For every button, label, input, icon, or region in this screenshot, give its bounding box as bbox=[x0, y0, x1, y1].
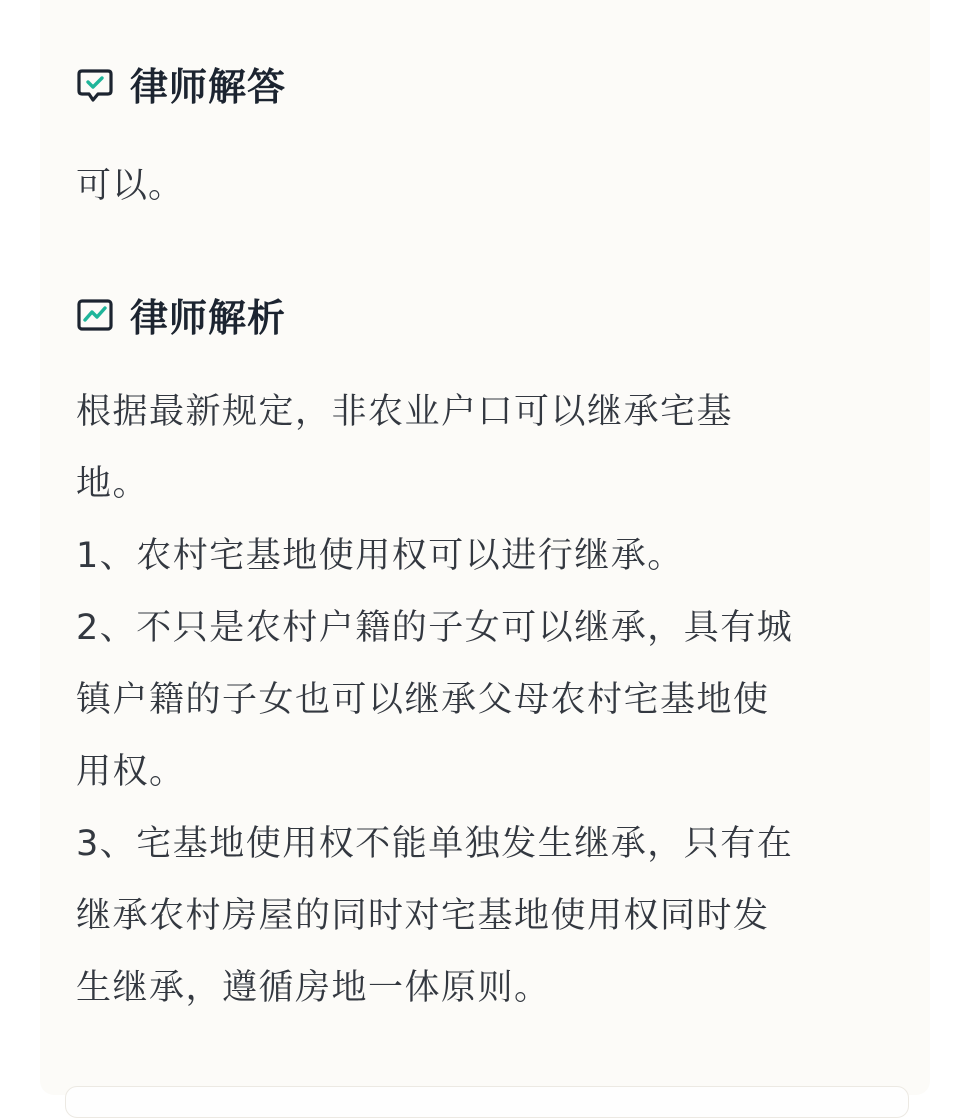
analysis-paragraph: 1、农村宅基地使用权可以进行继承。 bbox=[76, 536, 684, 576]
trend-chart-icon bbox=[76, 296, 114, 334]
answer-text: 可以。 bbox=[76, 166, 185, 206]
analysis-paragraph: 根据最新规定，非农业户口可以继承宅基 地。 bbox=[76, 392, 734, 504]
analysis-paragraph: 2、不只是农村户籍的子女可以继承，具有城 镇户籍的子女也可以继承父母农村宅基地使 用权。 bbox=[76, 608, 794, 792]
answer-section-title: 律师解答 bbox=[130, 65, 287, 109]
analysis-body bbox=[76, 376, 896, 1024]
lawyer-answer-card bbox=[40, 0, 930, 1095]
analysis-paragraph: 3、宅基地使用权不能单独发生继承，只有在 继承农村房屋的同时对宅基地使用权同时发 生继承，遵循房地一体原则。 bbox=[76, 824, 794, 1008]
answer-section-header bbox=[76, 56, 286, 111]
chat-check-icon bbox=[76, 65, 114, 103]
analysis-section-header bbox=[76, 287, 286, 342]
next-card-edge bbox=[65, 1086, 909, 1118]
analysis-section-title: 律师解析 bbox=[130, 296, 287, 340]
